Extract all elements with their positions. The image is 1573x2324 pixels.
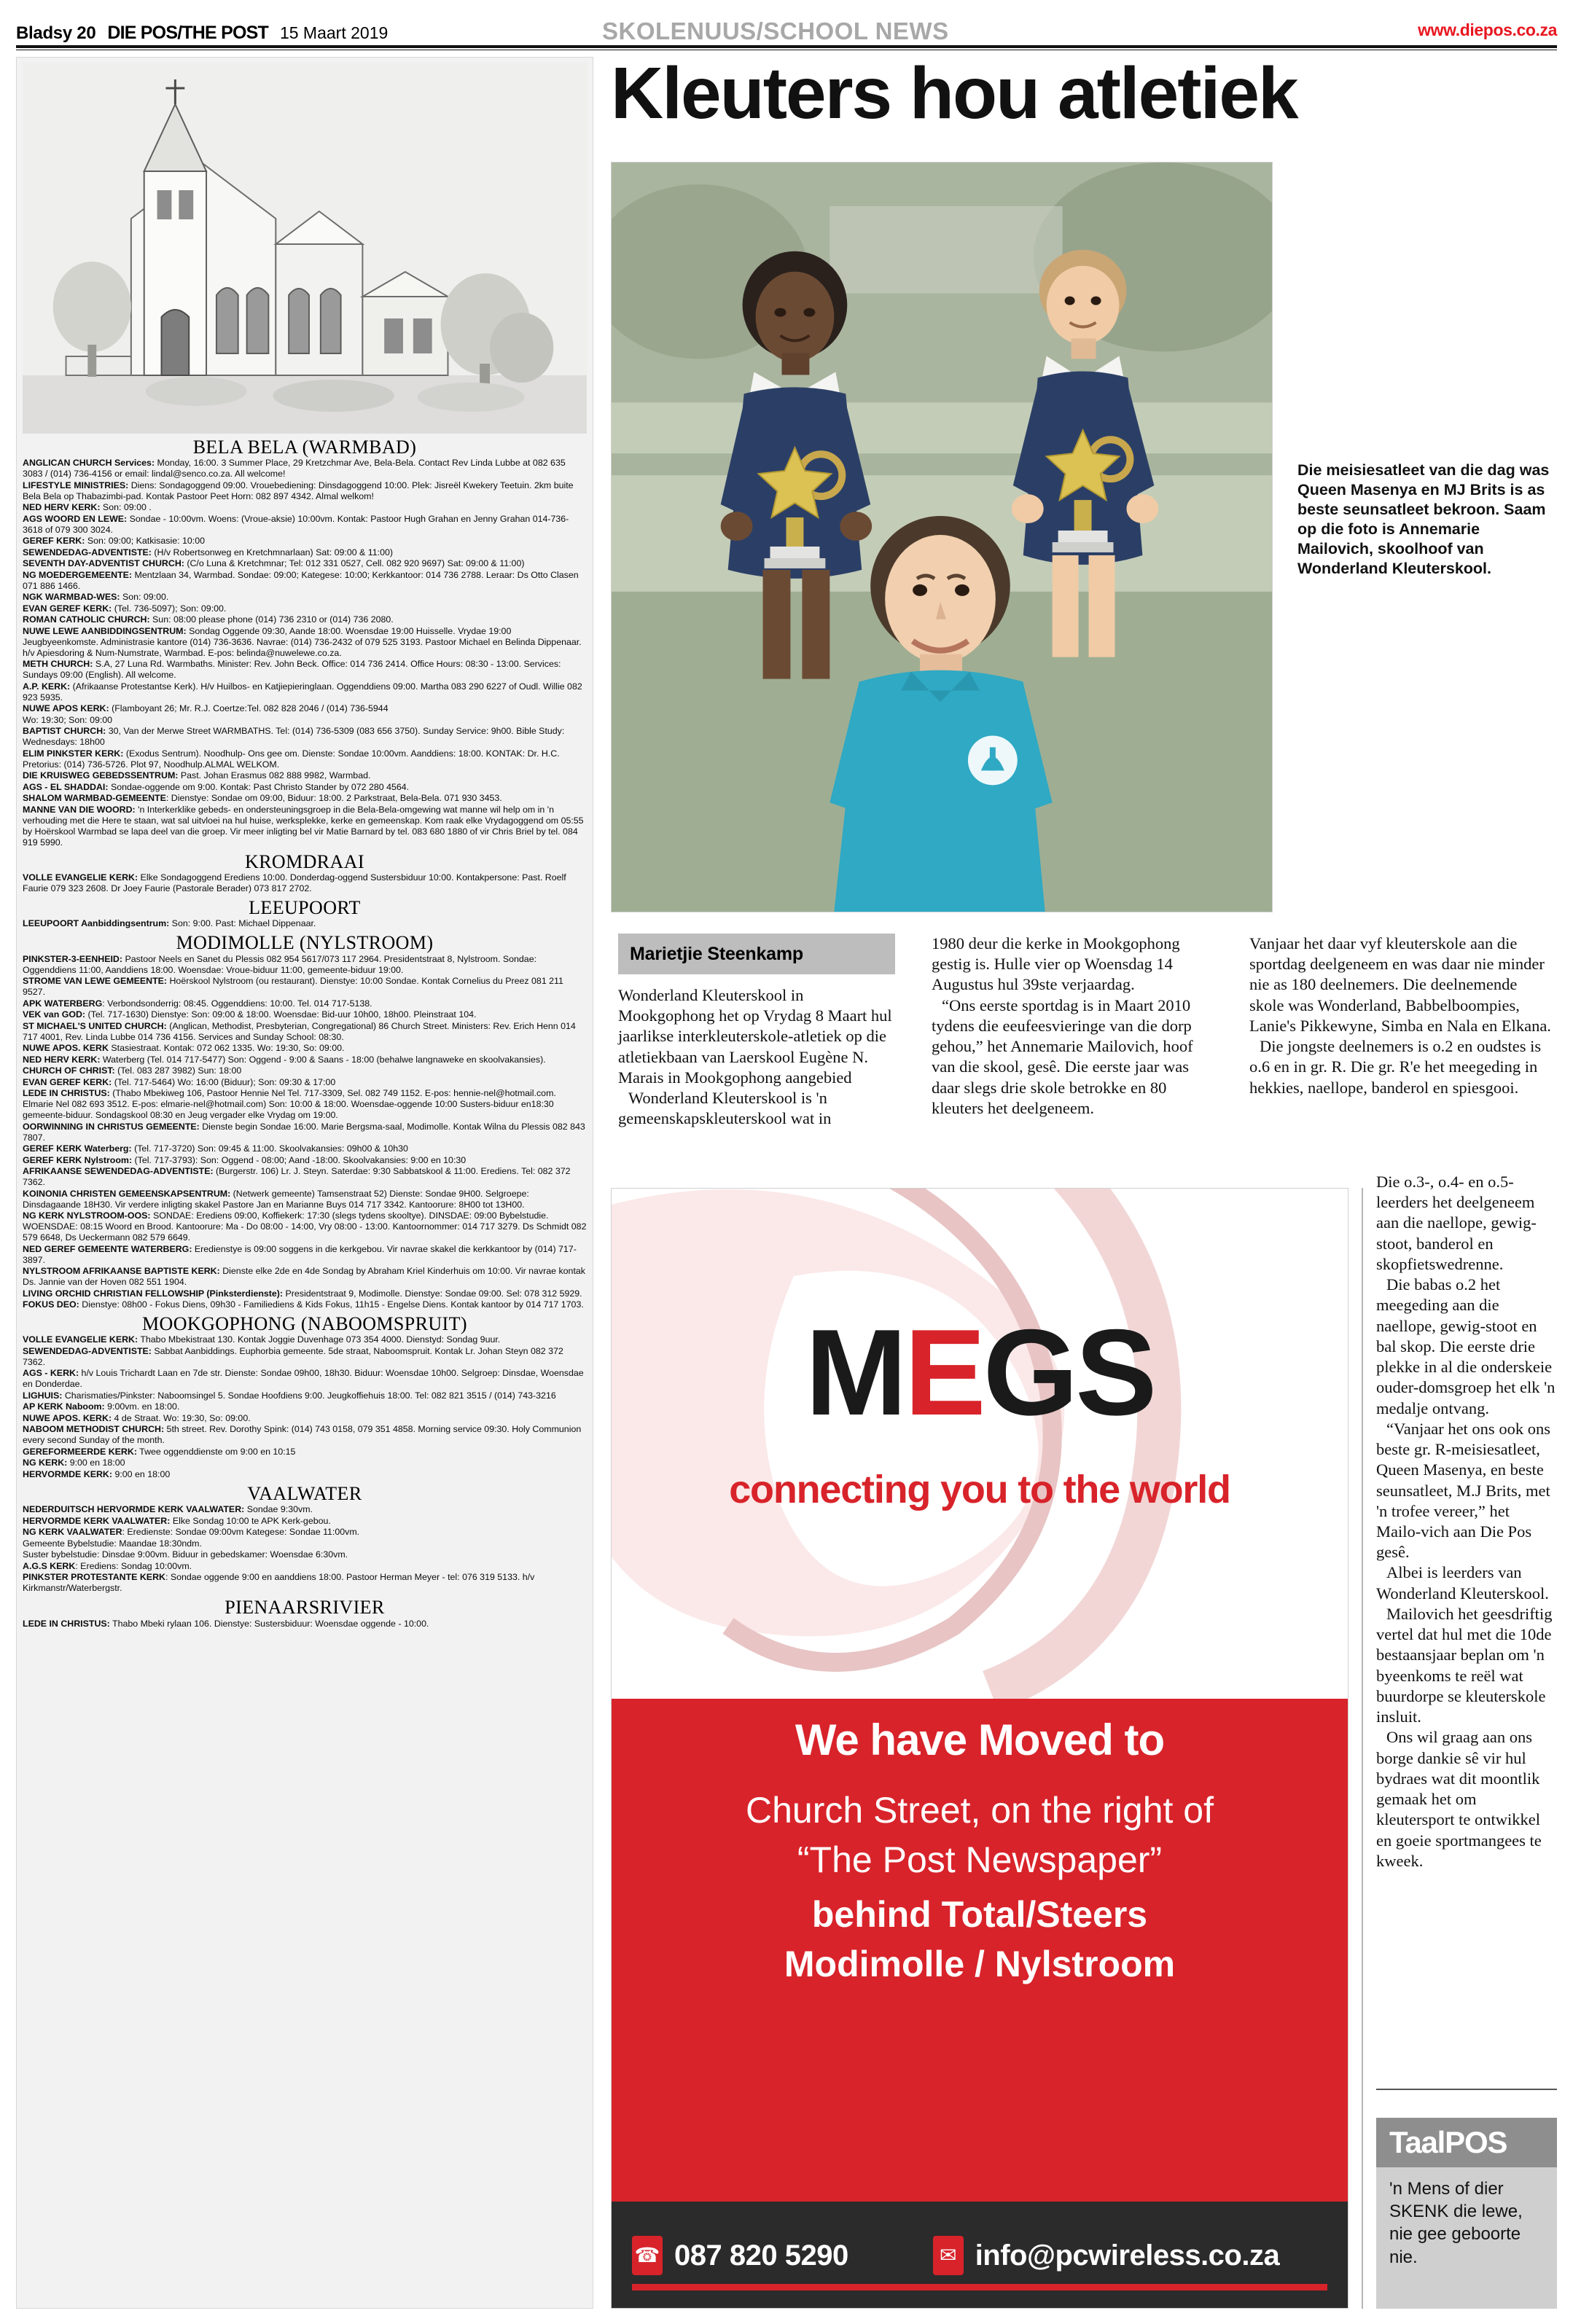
advert-email-address: info@pcwireless.co.za bbox=[975, 2239, 1280, 2272]
church-entry-details: 4 de Straat. Wo: 19:30, So: 09:00. bbox=[112, 1412, 251, 1423]
advert-line-5: Modimolle / Nylstroom bbox=[784, 1943, 1176, 1984]
church-entry-name: VOLLE EVANGELIE KERK: bbox=[23, 1334, 138, 1345]
church-entry-name: A.P. KERK: bbox=[23, 681, 71, 692]
church-entry bbox=[23, 1504, 587, 1515]
publication-date: 15 Maart 2019 bbox=[279, 23, 389, 42]
church-entry-name: NUWE APOS. KERK: bbox=[23, 1412, 112, 1423]
brand-prefix: M bbox=[805, 1304, 905, 1441]
church-entry-details: Wo: 19:30; Son: 09:00 bbox=[23, 714, 113, 725]
church-entry-name: GEREFORMEERDE KERK: bbox=[23, 1446, 137, 1457]
photo-caption: Die meisiesatleet van die dag was Queen Masenya en MJ Brits is as beste seunsatleet bekroon. Saam op die foto is Annemarie Mailovich, skoolhoof van Wonderland Kleuterskool. bbox=[1297, 461, 1550, 578]
church-entry-details: 5th street. Rev. Dorothy Spink: (014) 743 0158, 079 351 4858. Morning service 09:30. Holy Communion every second Sunday of the month. bbox=[23, 1424, 582, 1446]
church-entry bbox=[23, 1288, 587, 1299]
church-entry-details: Sondae 9:30vm. bbox=[244, 1504, 313, 1515]
church-entry-name: LIFESTYLE MINISTRIES: bbox=[23, 480, 129, 490]
church-entry-name: GEREF KERK: bbox=[23, 536, 85, 547]
church-entry-details: 'n Interkerklike gebeds- en ondersteuningsgroep in die Bela-Bela-omgewing wat manne wil help om in 'n verhouding met die Here te staan, wat sal uitvloei na hul huise, werksplekke, kerke en gemeenskap. Kom raak elke Vrydagoggend om 05:55 by Hoërskool Warmbad se lapa deel van die groep. Vir meer inligting bel vir Matie Barnard by tel. 083 680 1880 of vir Chris Briel by tel. 084 919 5990. bbox=[23, 804, 584, 848]
church-entry-details: (Thabo Mbekiweg 106, Pastoor Hennie Nel Tel. 717-3309, Sel. 082 749 1152. E-pos: hennie-nel@hotmail.com. Elmarie Nel 082 693 3512. E-pos: elmarie-nel@hotmail.com) Son: 10:00 & 18:00. Woensdae-oggende 10:00 Susters-biduur en18:30 gemeente-biduur. Sondagskool 08:30 en Jeug vergader elke Vrydag om 19:00. bbox=[23, 1088, 556, 1121]
church-entry-details: Mentzlaan 34, Warmbad. Sondae: 09:00; Kategese: 10:00; Kerkkantoor: 014 736 2788. Leraar: Ds Otto Clasen 071 886 1466. bbox=[23, 569, 579, 591]
taalpos-divider bbox=[1376, 2089, 1557, 2090]
town-heading: MODIMOLLE (NYLSTROOM) bbox=[176, 932, 434, 954]
church-entry-details: Sabbat Aanbiddings. Euphorbia gemeente. 5de straat, Naboomspruit. Kontak Lr. Johan Steyn 082 372 7362. bbox=[23, 1345, 563, 1367]
town-heading: MOOKGOPHONG (NABOOMSPRUIT) bbox=[142, 1313, 467, 1335]
church-entry bbox=[23, 1189, 587, 1210]
church-entry bbox=[23, 1368, 587, 1390]
advert-email[interactable] bbox=[933, 2236, 1280, 2275]
church-entry-name: STROME VAN LEWE GEMEENTE: bbox=[23, 976, 168, 987]
church-entry-details: (Tel. 736-5097); Son: 09:00. bbox=[112, 603, 227, 614]
church-entry-name: PINKSTER-3-EENHEID: bbox=[23, 953, 122, 964]
church-entry-details: (Flamboyant 26; Mr. R.J. Coertze:Tel. 082 828 2046 / (014) 736-5944 bbox=[109, 703, 389, 714]
church-entry-name: ST MICHAEL'S UNITED CHURCH: bbox=[23, 1020, 167, 1031]
church-entry bbox=[23, 1390, 587, 1401]
church-entry bbox=[23, 998, 587, 1009]
church-entry-name: LIVING ORCHID CHRISTIAN FELLOWSHIP (Pinksterdienste): bbox=[23, 1288, 284, 1299]
church-entry-name: NUWE LEWE AANBIDDINGSENTRUM: bbox=[23, 625, 187, 636]
church-entry bbox=[23, 1065, 587, 1076]
column-divider bbox=[1362, 1188, 1363, 2309]
church-entry bbox=[23, 536, 587, 547]
church-entry bbox=[23, 592, 587, 603]
advert-message-panel bbox=[612, 1699, 1348, 2202]
church-entry-details: Presidentstraat 9, Modimolle. Dienstye: Sondae 09:00. Sel: 078 312 5929. bbox=[283, 1288, 582, 1299]
church-entry bbox=[23, 1527, 587, 1538]
church-entry-details: Sondae-oggende om 9:00. Kontak: Past Christo Stander by 072 280 4564. bbox=[108, 781, 410, 792]
church-entry-details: 9:00 en 18:00 bbox=[112, 1468, 171, 1479]
church-entry-name: AGS - KERK: bbox=[23, 1368, 79, 1379]
church-entry bbox=[23, 1077, 587, 1088]
church-entry bbox=[23, 1572, 587, 1594]
church-entry-details: : Erediens: Sondag 10:00vm. bbox=[75, 1560, 192, 1571]
church-entry bbox=[23, 1458, 587, 1468]
church-entry-name: PINKSTER PROTESTANTE KERK bbox=[23, 1572, 165, 1583]
byline-bar bbox=[618, 934, 895, 974]
church-entry-details: (Burgerstr. 106) Lr. J. Steyn. Saterdae: 9:30 Sabbatskool & 11:00. Erediens. Tel: 082 372 7362. bbox=[23, 1166, 571, 1188]
church-entry-details: Elke Sondagoggend Erediens 10:00. Donderdag-oggend Sustersbiduur 10:00. Kontakpersone: Past. Roelf Faurie 079 323 2608. Dr Joey Faurie (Pastorale Berader) 073 817 2702. bbox=[23, 872, 566, 894]
church-entry-name: VOLLE EVANGELIE KERK: bbox=[23, 872, 138, 883]
church-entry-name: NED GEREF GEMEENTE WATERBERG: bbox=[23, 1243, 192, 1254]
article-column-4 bbox=[1376, 1172, 1557, 1871]
article-paragraph: Albei is leerders van Wonderland Kleuterskool. bbox=[1376, 1563, 1549, 1603]
church-entry bbox=[23, 570, 587, 592]
church-entry bbox=[23, 558, 587, 569]
church-entry bbox=[23, 1447, 587, 1458]
byline-author: Marietjie Steenkamp bbox=[630, 943, 803, 964]
church-entry-details: (Tel. 717-5464) Wo: 16:00 (Biduur); Son: 09:30 & 17:00 bbox=[112, 1076, 336, 1087]
church-entry-name: SHALOM WARMBAD-GEMEENTE bbox=[23, 793, 166, 804]
advert-line-2: Church Street, on the right of bbox=[745, 1790, 1214, 1831]
church-entry-name: NUWE APOS KERK: bbox=[23, 703, 109, 714]
church-entry-name: NYLSTROOM AFRIKAANSE BAPTISTE KERK: bbox=[23, 1266, 220, 1277]
section-title: SKOLENUUS/SCHOOL NEWS bbox=[602, 17, 949, 44]
taalpos-text: 'n Mens of dier SKENK die lewe, nie gee geboorte nie. bbox=[1389, 2179, 1523, 2267]
church-entry bbox=[23, 514, 587, 536]
church-listings bbox=[23, 437, 587, 1629]
church-entry bbox=[23, 872, 587, 894]
church-entry-details: (Tel. 083 287 3982) Sun: 18:00 bbox=[114, 1065, 242, 1076]
article-column-2 bbox=[932, 934, 1217, 1119]
church-entry bbox=[23, 1143, 587, 1154]
church-entry-details: (Tel. 717-1630) Dienstye: Son: 09:00 & 18:00. Woensdae: Bid-uur 10h00, 18h00. Pleinstraat 104. bbox=[85, 1009, 477, 1020]
masthead-left bbox=[16, 23, 388, 44]
article-paragraph: Die babas o.2 het meegeding aan die naellope, gewig-stoot en bal skop. Die eerste drie plekke in al die onderskeie ouder-domsgroep het elk 'n medalje ontvang. bbox=[1376, 1275, 1556, 1417]
church-entry bbox=[23, 681, 587, 703]
website-link[interactable]: www.diepos.co.za bbox=[1418, 20, 1557, 39]
church-entry-details: Monday, 16:00. 3 Summer Place, 29 Kretzchmar Ave, Bela-Bela. Contact Rev Linda Lubbe at 082 635 3083 / (014) 736-4156 or email: lindal@senco.co.za. All welcome! bbox=[23, 458, 566, 480]
advert-brand-logo bbox=[612, 1304, 1348, 1441]
church-entry bbox=[23, 1413, 587, 1424]
article-column-1 bbox=[618, 985, 897, 1130]
church-entry-details: Elke Sondag 10:00 te APK Kerk-gebou. bbox=[170, 1515, 331, 1526]
church-entry-details: (Netwerk gemeente) Tamsenstraat 52) Dienste: Sondae 9H00. Selgroepe: Dinsdagaande 18H30. Vir verdere inligting skakel Pastore Jan en Marianne Buys 014 717 3342. Kantoorure: 8H00 tot 13H00. bbox=[23, 1188, 529, 1210]
church-entry bbox=[23, 626, 587, 659]
church-entry bbox=[23, 1516, 587, 1527]
church-entry-details: 9:00 en 18:00 bbox=[67, 1458, 125, 1468]
advert-phone-number: 087 820 5290 bbox=[674, 2239, 848, 2272]
church-entry-name: SEVENTH DAY-ADVENTIST CHURCH: bbox=[23, 558, 184, 569]
church-entry-details: h/v Louis Trichardt Laan en 7de str. Dienste: Sondae 09h00, 18h30. Biduur: Woensdae 10h00. Selgroep: Dinsdae, Woensdae en Donderdae. bbox=[23, 1368, 584, 1390]
church-entry-name: EVAN GEREF KERK: bbox=[23, 603, 112, 614]
church-directory-column bbox=[16, 57, 593, 2309]
church-entry bbox=[23, 1619, 587, 1629]
advert-line-3: “The Post Newspaper” bbox=[797, 1839, 1163, 1880]
church-entry-details: Son: 9:00. Past: Michael Dippenaar. bbox=[169, 918, 316, 929]
church-entry-name: BAPTIST CHURCH: bbox=[23, 726, 106, 737]
church-entry-name: VEK van GOD: bbox=[23, 1009, 86, 1020]
church-entry-name: NED HERV KERK: bbox=[23, 502, 101, 513]
church-entry-name: SEWENDEDAG-ADVENTISTE: bbox=[23, 1345, 152, 1356]
advert-accent-rule bbox=[632, 2284, 1327, 2290]
telephone-icon: ☎ bbox=[632, 2236, 663, 2275]
church-entry-name: LIGHUIS: bbox=[23, 1390, 63, 1401]
article-paragraph: Mailovich het geesdriftig vertel dat hul met die 10de bestaansjaar beplan om 'n byeenkoms te reël wat buurdorpe se kleuterskole insluit. bbox=[1376, 1604, 1553, 1726]
church-entry bbox=[23, 659, 587, 681]
church-entry bbox=[23, 1166, 587, 1188]
church-illustration bbox=[23, 62, 587, 434]
church-entry-name: ELIM PINKSTER KERK: bbox=[23, 748, 124, 759]
church-entry-details: Diens: Sondagoggend 09:00. Vrouebediening: Dinsdagoggend 10:00. Plek: Jisreël Kwekery Teetuin. 2km buite Bela Bela op Thabazimbi-pad. Kontak Pastoor Peet Horn: 082 897 4342. Almal welkom! bbox=[23, 480, 574, 501]
church-entry-name: NG KERK VAALWATER bbox=[23, 1527, 122, 1538]
church-entry-details: Sun: 08:00 please phone (014) 736 2310 or (014) 736 2080. bbox=[149, 614, 394, 625]
church-entry-name: METH CHURCH: bbox=[23, 659, 93, 670]
advert-phone[interactable] bbox=[632, 2236, 848, 2275]
church-entry-details: 30, Van der Merwe Street WARMBATHS. Tel: (014) 736-5309 (083 656 3750). Sunday Service: 9h00. Bible Study: Wednesdays: 18h00 bbox=[23, 726, 565, 748]
church-entry bbox=[23, 805, 587, 848]
church-entry-details: Past. Johan Erasmus 082 888 9982, Warmbad. bbox=[178, 770, 371, 781]
taalpos-box bbox=[1376, 2118, 1557, 2309]
church-entry-name: NUWE APOS. KERK bbox=[23, 1043, 109, 1054]
church-entry-details: 9:00vm. en 18:00. bbox=[104, 1401, 180, 1412]
church-entry-details: SONDAE: Erediens 09:00, Koffiekerk: 17:30 (slegs tydens skooltye). DINSDAE: 09:00 Bybelstudie. WOENSDAE: 08:15 Woord en Brood. Kantoorure: Ma - Do 08:00 - 14:00, Vry 08:00 - 13:00. Kantoornommer: 014 717 3279. Ds Schmidt 082 579 6648, Ds Ueckermann 082 579 6649. bbox=[23, 1210, 587, 1243]
masthead-rule bbox=[16, 45, 1557, 48]
church-entry-details: Sondag Oggende 09:30, Aande 18:00. Woensdae 19:00 Huisselle. Vrydae 19:00 Jeugbyeenkomste. Administrasie kantore (014) 736-3636. Navrae: (014) 736-2432 of 079 525 3193. Pastoor Michael en Belinda Dippenaar. h/v Apiesdoring & Num-Numstrate, Warmbad. E-pos: belinda@nuwelewe.co.za. bbox=[23, 625, 582, 658]
church-entry-name: LEDE IN CHRISTUS: bbox=[23, 1618, 110, 1629]
town-heading: PIENAARSRIVIER bbox=[225, 1597, 385, 1619]
church-entry bbox=[23, 726, 587, 748]
church-entry-details: Suster bybelstudie: Dinsdae 9:00vm. Biduur in gebedskamer: Woensdae 6:30vm. bbox=[23, 1549, 348, 1560]
church-entry bbox=[23, 918, 587, 929]
church-entry bbox=[23, 480, 587, 502]
church-entry bbox=[23, 603, 587, 614]
church-entry bbox=[23, 1334, 587, 1345]
church-entry-details: S.A, 27 Luna Rd. Warmbaths. Minister: Rev. John Beck. Office: 014 736 2414. Office Hours: 08:30 - 13:00. Services: Sundays 09:00 (English). All welcome. bbox=[23, 659, 561, 681]
church-entry bbox=[23, 976, 587, 998]
church-entry bbox=[23, 547, 587, 558]
article-paragraph: “Ons eerste sportdag is in Maart 2010 tydens die eeufeesvieringe van die dorp gehou,” het Annemarie Mailovich, hoof van die skool, gesê. Die eerste jaar was daar slegs drie skole betrokke en 80 kleuters het deelgeneem. bbox=[932, 995, 1193, 1117]
church-entry bbox=[23, 1021, 587, 1043]
church-entry-name: CHURCH OF CHRIST: bbox=[23, 1065, 115, 1076]
church-entry-details: Dienstye: 08h00 - Fokus Diens, 09h30 - Familiediens & Kids Fokus, 11h15 - Engelse Diens. Kontak kantoor by 014 717 1703. bbox=[79, 1299, 584, 1310]
church-entry-name: LEEUPOORT Aanbiddingsentrum: bbox=[23, 918, 170, 929]
church-entry bbox=[23, 703, 587, 714]
church-entry bbox=[23, 1088, 587, 1121]
church-entry-name: ANGLICAN CHURCH Services: bbox=[23, 458, 155, 469]
church-entry bbox=[23, 1401, 587, 1412]
page-number-label: Bladsy 20 bbox=[16, 23, 96, 43]
church-entry-name: EVAN GEREF KERK: bbox=[23, 1076, 112, 1087]
church-entry-details: Stasiestraat. Kontak: 072 062 1335. Wo: 19:30, So: 09:00. bbox=[108, 1043, 345, 1054]
article-paragraph: Wonderland Kleuterskool is 'n gemeenskapskleuterskool wat in bbox=[618, 1089, 832, 1128]
advert-logo-area bbox=[612, 1189, 1348, 1699]
church-entry-details: (H/v Robertsonweg en Kretchmnarlaan) Sat: 09:00 & 11:00) bbox=[151, 547, 393, 557]
church-entry-details: (Anglican, Methodist, Presbyterian, Congregational) 86 Church Street. Ministers: Rev. Erich Henn 014 717 4001, Rev. Linda Lubbe 014 736 4156. Services and Sunday School: 08:30. bbox=[23, 1020, 576, 1042]
church-entry bbox=[23, 1538, 587, 1549]
church-entry bbox=[23, 1055, 587, 1065]
church-entry-details: Son: 09:00. bbox=[120, 592, 169, 603]
article-paragraph: Die o.3-, o.4- en o.5-leerders het deelgeneem aan die naellope, gewig-stoot, banderol en skopfietswedrenne. bbox=[1376, 1173, 1537, 1273]
church-entry-details: Twee oggenddienste om 9:00 en 10:15 bbox=[136, 1446, 296, 1457]
church-entry-name: HERVORMDE KERK: bbox=[23, 1468, 112, 1479]
church-entry bbox=[23, 1346, 587, 1368]
article-paragraph: Ons wil graag aan ons borge dankie sê vir hul bydraes wat dit moontlik gemaak het om kleutersport te ontwikkel en goeie sportmangees te kweek. bbox=[1376, 1728, 1542, 1870]
church-entry bbox=[23, 1469, 587, 1480]
church-entry-details: Thabo Mbekistraat 130. Kontak Joggie Duvenhage 073 354 4000. Dienstyd: Sondag 9uur. bbox=[138, 1334, 501, 1345]
church-entry-name: NGK WARMBAD-WES: bbox=[23, 592, 120, 603]
church-entry bbox=[23, 1155, 587, 1166]
town-heading: BELA BELA (WARMBAD) bbox=[192, 437, 417, 458]
church-entry bbox=[23, 614, 587, 625]
taalpos-title: TaalPOS bbox=[1389, 2125, 1507, 2159]
church-entry-details: Son: 09:00 . bbox=[100, 502, 152, 513]
church-entry-details: : Eredienste: Sondae 09:00vm Kategese: Sondae 11:00vm. bbox=[122, 1527, 360, 1538]
church-entry-name: NEDERDUITSCH HERVORMDE KERK VAALWATER: bbox=[23, 1504, 245, 1515]
church-entry bbox=[23, 793, 587, 804]
church-entry-details: (Tel. 717-3793): Son: Oggend - 08:00; Aand -18:00. Skoolvakansies: 9:00 en 10:30 bbox=[132, 1154, 467, 1165]
church-entry-details: (Exodus Sentrum). Noodhulp- Ons gee om. Dienste: Sondae 10:00vm. Aanddiens: 18:00. KONTAK: Dr. H.C. Pretorius: (014) 736-5726. Plot 97, Noodhulp.ALMAL WELKOM. bbox=[23, 748, 560, 770]
church-entry-name: DIE KRUISWEG GEBEDSSENTRUM: bbox=[23, 770, 179, 781]
brand-accent: E bbox=[904, 1304, 983, 1441]
church-entry-details: Charismaties/Pinkster: Naboomsingel 5. Sondae Hoofdiens 9:00. Jeugkoffiehuis 18:00. Tel: 082 821 3515 / (014) 743-3216 bbox=[62, 1390, 556, 1401]
advert-tagline: connecting you to the world bbox=[729, 1468, 1230, 1511]
church-entry bbox=[23, 1424, 587, 1446]
church-entry bbox=[23, 1549, 587, 1560]
church-entry-name: AGS - EL SHADDAI: bbox=[23, 781, 109, 792]
church-entry bbox=[23, 770, 587, 781]
taalpos-header bbox=[1376, 2118, 1557, 2167]
article-paragraph: Vanjaar het daar vyf kleuterskole aan die sportdag deelgeneem en was daar nie minder nie as 180 deelnemers. Die deelnemende skole was Wonderland, Babbelboompies, Lanie's Pikkewyne, Simba en Nala en Elkana. bbox=[1249, 934, 1551, 1035]
church-entry bbox=[23, 715, 587, 726]
church-entry bbox=[23, 1210, 587, 1243]
church-entry-name: A.G.S KERK bbox=[23, 1560, 76, 1571]
paper-name: DIE POS/THE POST bbox=[107, 23, 268, 43]
church-entry bbox=[23, 1561, 587, 1572]
church-entry-details: : Sondae oggende 9:00 en aanddiens 18:00. Pastoor Herman Meyer - tel: 076 319 5133. h/v Kirkmanstr/Waterbergstr. bbox=[23, 1572, 535, 1594]
town-heading: KROMDRAAI bbox=[245, 850, 364, 872]
church-entry bbox=[23, 1266, 587, 1288]
church-entry-name: AGS WOORD EN LEWE: bbox=[23, 513, 128, 524]
church-entry-name: GEREF KERK Nylstroom: bbox=[23, 1154, 133, 1165]
church-entry-details: Hoërskool Nylstroom (ou restaurant). Dienstye: 10:00 Sondae. Kontak Cornelius du Preez 081 211 9527. bbox=[23, 976, 563, 998]
church-entry-details: Gemeente Bybelstudie: Maandae 18:30ndm. bbox=[23, 1538, 202, 1549]
church-entry-name: GEREF KERK Waterberg: bbox=[23, 1143, 132, 1154]
church-entry-details: Sondae - 10:00vm. Woens: (Vroue-aksie) 10:00vm. Kontak: Pastoor Hugh Grahan en Jenny Grahan 014-736-3618 of 079 300 3024. bbox=[23, 513, 569, 535]
article-paragraph: “Vanjaar het ons ook ons beste gr. R-meisiesatleet, Queen Masenya, en beste seunsatleet, M.J Brits, met 'n trofee vereer,” het Mailo-vich aan Die Pos gesê. bbox=[1376, 1419, 1550, 1562]
church-entry-name: NABOOM METHODIST CHURCH: bbox=[23, 1424, 165, 1435]
church-entry-name: FOKUS DEO: bbox=[23, 1299, 79, 1310]
church-entry-details: (Afrikaanse Protestantse Kerk). H/v Huilbos- en Katjiepieringlaan. Oggenddiens 09:00. Martha 083 290 6227 of Oudl. Willie 082 923 5935. bbox=[23, 681, 582, 703]
church-entry-details: : Dienstye: Sondae om 09:00, Biduur: 18:00. 2 Parkstraat, Bela-Bela. 071 930 3453. bbox=[165, 793, 502, 804]
church-entry-name: NED HERV KERK: bbox=[23, 1054, 101, 1065]
envelope-icon: ✉ bbox=[933, 2236, 964, 2275]
church-entry-details: Eredienstye is 09:00 soggens in die kerkgebou. Vir navrae skakel die kerkkantoor by (014) 717-3897. bbox=[23, 1243, 577, 1265]
church-entry bbox=[23, 782, 587, 793]
church-entry-name: OORWINNING IN CHRISTUS GEMEENTE: bbox=[23, 1121, 200, 1132]
megs-advertisement[interactable] bbox=[611, 1188, 1348, 2309]
church-entry-name: AFRIKAANSE SEWENDEDAG-ADVENTISTE: bbox=[23, 1166, 214, 1177]
church-entry-name: NG KERK: bbox=[23, 1458, 68, 1468]
church-entry-details: (C/o Luna & Kretchmnar; Tel: 012 331 0527, Cell. 082 920 9697) Sat: 09:00 & 11:00) bbox=[184, 558, 525, 569]
church-entry-details: Waterberg (Tel. 014 717-5477) Son: Oggend - 9:00 & Saans - 18:00 (behalwe langnaweke en skoolvakansies). bbox=[100, 1054, 546, 1065]
church-entry bbox=[23, 502, 587, 513]
church-entry-details: Son: 09:00; Katkisasie: 10:00 bbox=[85, 536, 206, 547]
church-entry-name: AP KERK Naboom: bbox=[23, 1401, 105, 1412]
church-entry bbox=[23, 458, 587, 480]
church-entry bbox=[23, 748, 587, 770]
church-entry-name: HERVORMDE KERK VAALWATER: bbox=[23, 1515, 171, 1526]
church-entry-name: NG MOEDERGEMEENTE: bbox=[23, 569, 133, 580]
church-entry-name: KOINONIA CHRISTEN GEMEENSKAPSENTRUM: bbox=[23, 1188, 231, 1199]
church-entry bbox=[23, 1299, 587, 1310]
article-paragraph: 1980 deur die kerke in Mookgophong gestig is. Hulle vier op Woensdag 14 Augustus hul 39ste verjaardag. bbox=[932, 934, 1180, 994]
article-paragraph: Die jongste deelnemers is o.2 en oudstes is o.6 en in gr. R. Die gr. R'e het meegeding in hekkies, naellope, banderol en spiesgooi. bbox=[1249, 1037, 1542, 1097]
church-entry bbox=[23, 1244, 587, 1266]
brand-suffix: GS bbox=[983, 1304, 1155, 1441]
church-entry-name: APK WATERBERG bbox=[23, 998, 103, 1009]
church-entry-details: (Tel. 717-3720) Son: 09:45 & 11:00. Skoolvakansies: 09h00 & 10h30 bbox=[131, 1143, 408, 1154]
church-entry-name: MANNE VAN DIE WOORD: bbox=[23, 804, 136, 815]
church-entry-details: Thabo Mbeki rylaan 106. Dienstye: Sustersbiduur: Woensdae oggende - 10:00. bbox=[109, 1618, 429, 1629]
church-entry-details: Pastoor Neels en Sanet du Plessis 082 954 5617/073 117 2964. Presidentstraat 8, Nylstroom. Sondae: Oggenddiens 11:00, Aanddiens 18:00. Woensdae: Vroue-biduur 11:00, gemeente-biduur 19:00. bbox=[23, 953, 537, 975]
advert-contact-bar bbox=[612, 2202, 1348, 2309]
church-entry-details: Dienste elke 2de en 4de Sondag by Abraham Kriel Kinderhuis om 10:00. Vir navrae kontak Ds. Jannie van der Hoven 082 551 1904. bbox=[23, 1266, 585, 1288]
church-entry-details: Dienste begin Sondae 16:00. Marie Bergsma-saal, Modimolle. Kontak Wilna du Plessis 082 843 7807. bbox=[23, 1121, 585, 1143]
article-headline: Kleuters hou atletiek bbox=[611, 52, 1297, 134]
advert-line-4: behind Total/Steers bbox=[811, 1894, 1148, 1935]
article-column-3 bbox=[1249, 934, 1556, 1098]
church-entry-name: ROMAN CATHOLIC CHURCH: bbox=[23, 614, 150, 625]
church-entry-details: : Verbondsonderrig: 08:45. Oggenddiens: 10:00. Tel. 014 717-5138. bbox=[102, 998, 372, 1009]
church-entry-name: NG KERK NYLSTROOM-OOS: bbox=[23, 1210, 151, 1221]
church-entry bbox=[23, 954, 587, 976]
church-entry-name: SEWENDEDAG-ADVENTISTE: bbox=[23, 547, 152, 557]
church-entry bbox=[23, 1122, 587, 1143]
advert-line-1: We have Moved to bbox=[795, 1715, 1165, 1764]
church-entry bbox=[23, 1043, 587, 1054]
town-heading: VAALWATER bbox=[247, 1482, 362, 1504]
town-heading: LEEUPOORT bbox=[249, 897, 361, 919]
article-photo bbox=[611, 162, 1273, 912]
church-entry bbox=[23, 1009, 587, 1020]
church-entry-name: LEDE IN CHRISTUS: bbox=[23, 1088, 110, 1099]
article-paragraph: Wonderland Kleuterskool in Mookgophong het op Vrydag 8 Maart hul jaarlikse interkleuterskole-atletiek op die atletiekbaan van Laerskool Eugène N. Marais in Mookgophong aangebied bbox=[618, 986, 892, 1087]
